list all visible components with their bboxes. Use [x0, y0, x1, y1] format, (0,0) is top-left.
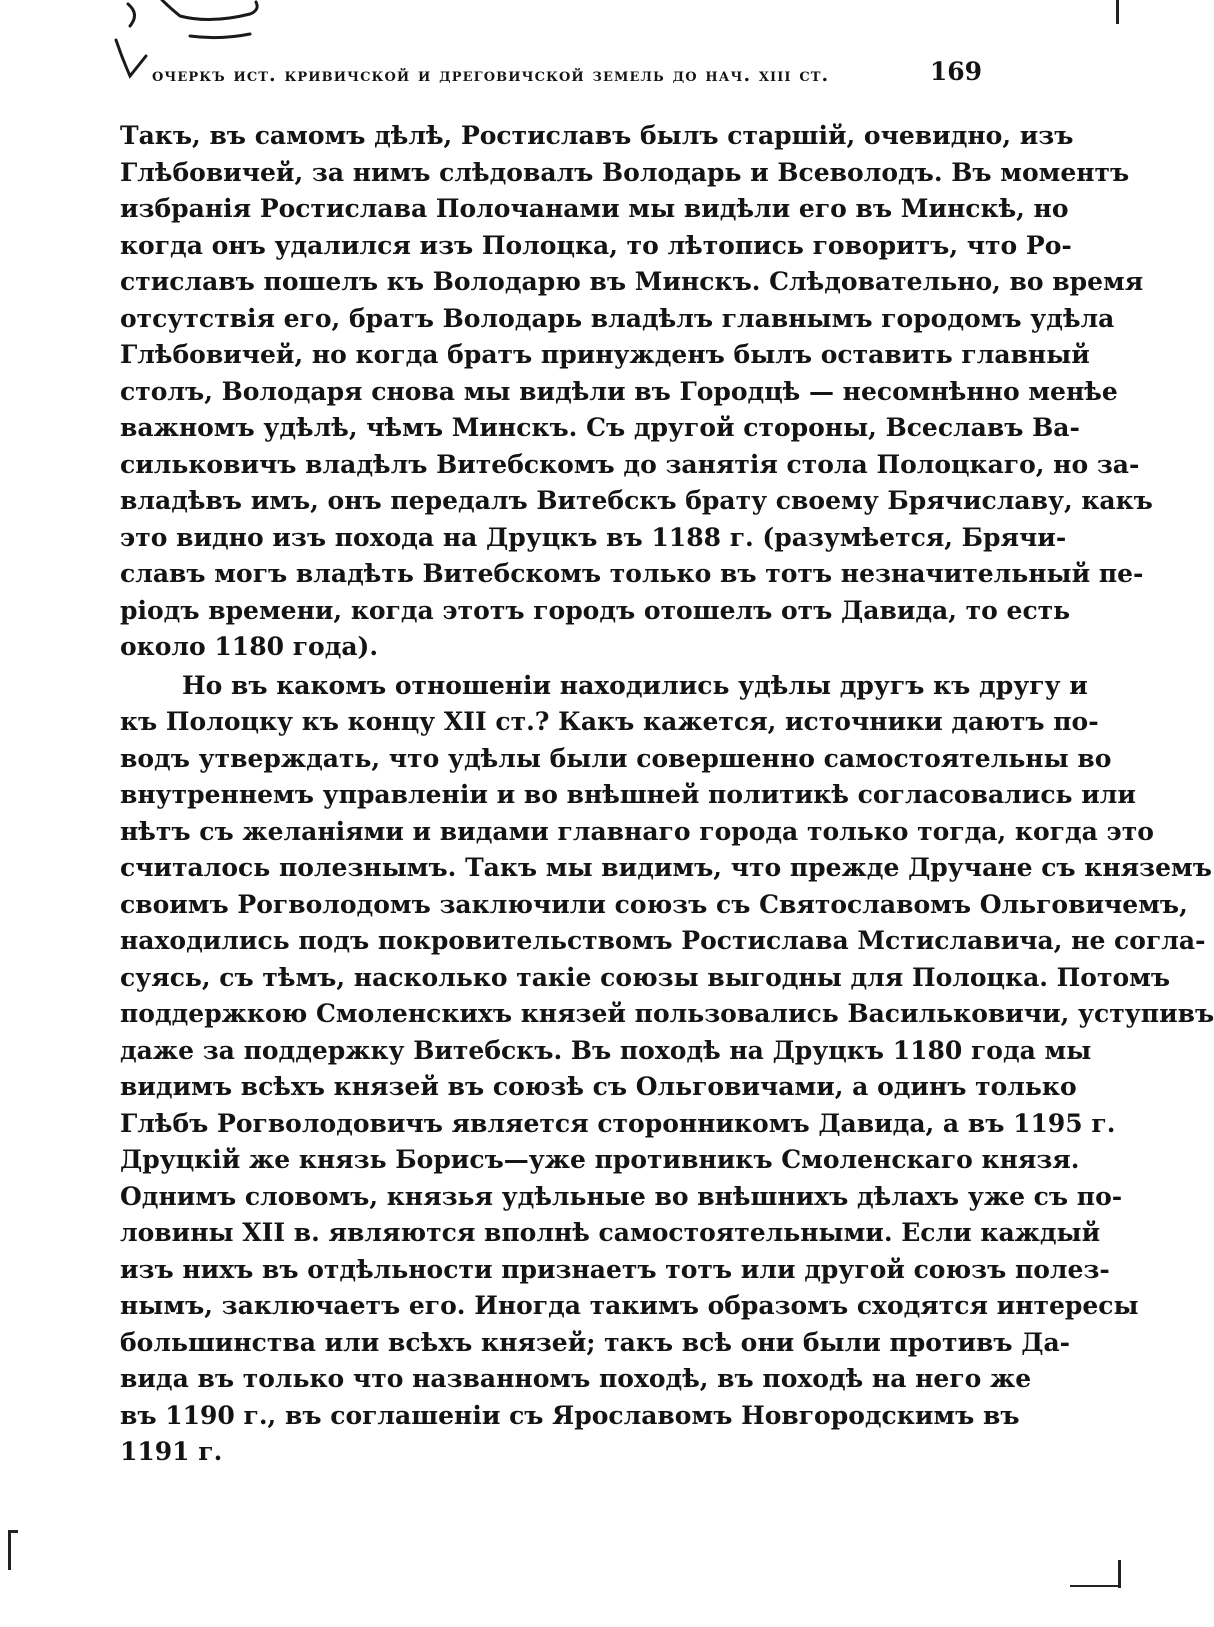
running-header-title: очеркъ ист. кривичской и дреговичской земель до нач. xiii ст.: [152, 64, 830, 86]
text-line: отсутствія его, братъ Володарь владѣлъ главнымъ городомъ удѣла: [120, 303, 1115, 333]
text-line: важномъ удѣлѣ, чѣмъ Минскъ. Съ другой стороны, Всеславъ Ва-: [120, 413, 1080, 442]
margin-tick-right-vertical: [1118, 1560, 1121, 1588]
text-line: около 1180 года).: [120, 632, 379, 661]
text-line: поддержкою Смоленскихъ князей пользовались Васильковичи, уступивъ: [120, 999, 1214, 1028]
text-line: сильковичъ владѣлъ Витебскомъ до занятія стола Полоцкаго, но за-: [120, 449, 1140, 479]
text-line: вида въ только что названномъ походѣ, въ походѣ на него же: [120, 1364, 1032, 1393]
text-line: къ Полоцку къ концу XII ст.? Какъ кажется, источники даютъ по-: [120, 707, 1099, 736]
margin-tick-left-top: [8, 1530, 18, 1533]
paragraph: [120, 118, 1153, 666]
text-line: избранія Ростислава Полочанами мы видѣли его въ Минскѣ, но: [120, 194, 1069, 223]
text-line: 1191 г.: [120, 1437, 223, 1466]
text-line: владѣвъ имъ, онъ передалъ Витебскъ брату своему Брячиславу, какъ: [120, 486, 1153, 515]
text-line: стиславъ пошелъ къ Володарю въ Минскъ. Слѣдовательно, во время: [120, 267, 1144, 296]
page-number: 169: [929, 57, 982, 86]
margin-tick-left: [8, 1530, 11, 1570]
text-line: Такъ, въ самомъ дѣлѣ, Ростиславъ былъ старшій, очевидно, изъ: [120, 121, 1074, 150]
text-line: нымъ, заключаетъ его. Иногда такимъ образомъ сходятся интересы: [120, 1291, 1139, 1320]
text-line: суясь, съ тѣмъ, насколько такіе союзы выгодны для Полоцка. Потомъ: [120, 962, 1171, 992]
text-line: внутреннемъ управленіи и во внѣшней политикѣ согласовались или: [120, 780, 1136, 809]
text-line: Глѣбовичей, за нимъ слѣдовалъ Володарь и Всеволодъ. Въ моментъ: [120, 157, 1130, 187]
text-line: когда онъ удалился изъ Полоцка, то лѣтопись говоритъ, что Ро-: [120, 230, 1072, 260]
text-line: это видно изъ похода на Друцкъ въ 1188 г. (разумѣется, Брячи-: [120, 522, 1067, 552]
text-line: Глѣбовичей, но когда братъ принужденъ былъ оставить главный: [120, 340, 1090, 369]
body-text: [120, 118, 1214, 1471]
text-line: своимъ Рогволодомъ заключили союзъ съ Святославомъ Ольговичемъ,: [120, 889, 1188, 919]
text-line: Друцкій же князь Борисъ—уже противникъ Смоленскаго князя.: [120, 1145, 1080, 1174]
text-line: ріодъ времени, когда этотъ городъ отошелъ отъ Давида, то есть: [120, 595, 1071, 625]
text-line: видимъ всѣхъ князей въ союзѣ съ Ольговичами, а одинъ только: [120, 1072, 1077, 1101]
text-line: въ 1190 г., въ соглашеніи съ Ярославомъ Новгородскимъ въ: [120, 1400, 1020, 1430]
text-line: Но въ какомъ отношеніи находились удѣлы другъ къ другу и: [182, 670, 1088, 700]
text-line: Однимъ словомъ, князья удѣльные во внѣшнихъ дѣлахъ уже съ по-: [120, 1181, 1123, 1211]
text-line: столъ, Володаря снова мы видѣли въ Городцѣ — несомнѣнно менѣе: [120, 376, 1118, 406]
margin-tick-right: [1070, 1585, 1120, 1587]
text-line: нѣтъ съ желаніями и видами главнаго города только тогда, когда это: [120, 816, 1154, 846]
text-line: даже за поддержку Витебскъ. Въ походѣ на Друцкъ 1180 года мы: [120, 1035, 1092, 1065]
text-line: считалось полезнымъ. Такъ мы видимъ, что прежде Дручане съ княземъ: [120, 853, 1212, 882]
running-header: [152, 50, 982, 86]
text-line: славъ могъ владѣть Витебскомъ только въ тотъ незначительный пе-: [120, 559, 1144, 588]
text-line: ловины XII в. являются вполнѣ самостоятельными. Если каждый: [120, 1218, 1101, 1247]
text-line: изъ нихъ въ отдѣльности признаетъ тотъ или другой союзъ полез-: [120, 1254, 1110, 1284]
paragraph: [120, 668, 1214, 1471]
text-line: водъ утверждать, что удѣлы были совершенно самостоятельны во: [120, 743, 1112, 773]
text-line: находились подъ покровительствомъ Ростислава Мстиславича, не согла-: [120, 926, 1206, 955]
margin-tick-right-top: [1116, 0, 1119, 24]
text-line: большинства или всѣхъ князей; такъ всѣ они были противъ Да-: [120, 1327, 1071, 1357]
text-line: Глѣбъ Рогволодовичъ является сторонникомъ Давида, а въ 1195 г.: [120, 1108, 1116, 1138]
